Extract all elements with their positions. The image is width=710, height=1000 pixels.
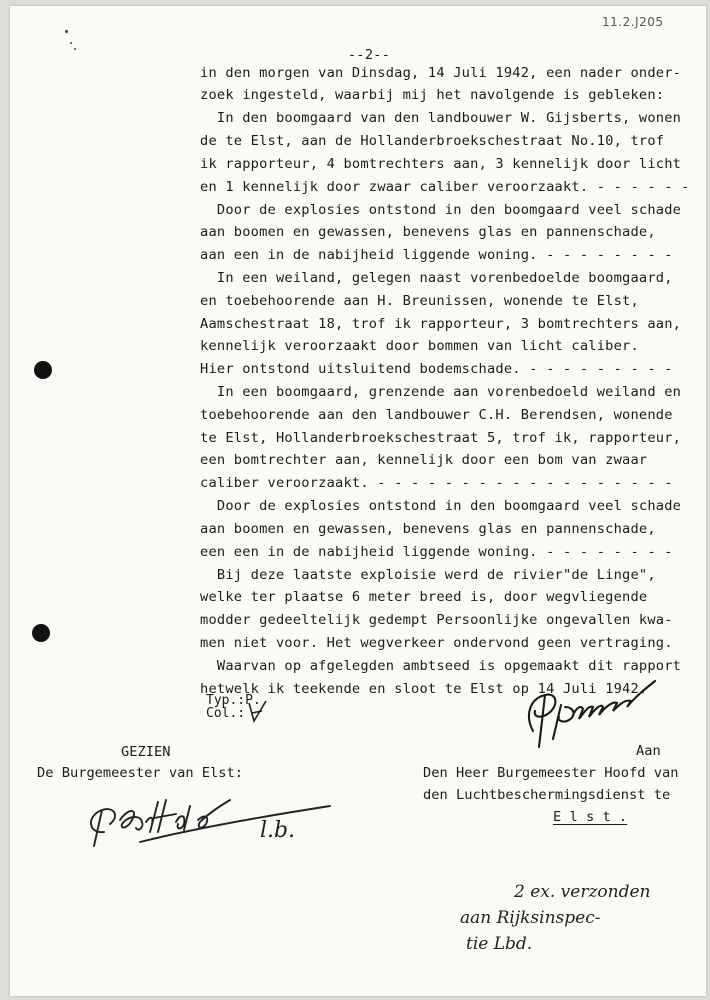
document-page [10,6,706,996]
body-line: de te Elst, aan de Hollanderbroekschestraat No.10, trof [200,133,665,149]
body-line: in den morgen van Dinsdag, 14 Juli 1942, een nader onder- [200,65,682,81]
body-line: te Elst, Hollanderbroekschestraat 5, trof ik, rapporteur, [200,430,682,446]
handwritten-note-line-1: 2 ex. verzonden [514,882,651,902]
body-line: men niet voor. Het wegverkeer ondervond geen vertraging. [200,635,673,651]
ink-speck [65,30,68,33]
body-line: hetwelk ik teekende en sloot te Elst op 14 Juli 1942. [200,681,648,697]
body-line: caliber veroorzaakt. - - - - - - - - - - - - - - - - - - [200,475,673,491]
body-line: aan boomen en gewassen, benevens glas en pannenschade, [200,521,656,537]
collator-line: Col.: [206,706,246,721]
punch-hole-top [34,361,52,379]
body-line: Aamschestraat 18, trof ik rapporteur, 3 bomtrechters aan, [200,316,682,332]
mayor-signature [80,776,340,856]
mayor-title: De Burgemeester van Elst: [37,765,244,781]
body-line: een een in de nabijheid liggende woning. - - - - - - - - [200,544,673,560]
addressee-aan: Aan [636,743,661,759]
body-line: en toebehoorende aan H. Breunissen, wonende te Elst, [200,293,639,309]
body-line: Door de explosies ontstond in den boomgaard veel schade [200,498,682,514]
mayor-signature-initials: l.b. [260,818,296,843]
body-line: Door de explosies ontstond in den boomgaard veel schade [200,202,682,218]
collator-initial-mark [246,699,272,725]
body-line: zoek ingesteld, waarbij mij het navolgende is gebleken: [200,87,665,103]
body-line: ik rapporteur, 4 bomtrechters aan, 3 kennelijk door licht [200,156,682,172]
punch-hole-bottom [32,624,50,642]
body-line: Waarvan op afgelegden ambtseed is opgemaakt dit rapport [200,658,682,674]
addressee-line-2: den Luchtbeschermingsdienst te [423,787,671,803]
rapporteur-signature [515,661,665,759]
body-line: modder gedeeltelijk gedempt Persoonlijke ongevallen kwa- [200,612,673,628]
gezien-label: GEZIEN [121,744,171,760]
ink-speck [74,48,76,50]
body-line: kennelijk veroorzaakt door bommen van licht caliber. [200,338,639,354]
addressee-place: E l s t . [553,809,628,825]
body-line: Bij deze laatste exploisie werd de rivier"de Linge", [200,567,656,583]
handwritten-note-line-3: tie Lbd. [466,934,533,954]
archive-reference: 11.2.J205 [602,15,664,29]
body-line: en 1 kennelijk door zwaar caliber veroorzaakt. - - - - - - [200,179,690,195]
body-line: In een weiland, gelegen naast vorenbedoelde boomgaard, [200,270,673,286]
body-line: In den boomgaard van den landbouwer W. Gijsberts, wonen [200,110,682,126]
body-line: aan een in de nabijheid liggende woning. - - - - - - - - [200,247,673,263]
addressee-line-1: Den Heer Burgemeester Hoofd van [423,765,679,781]
body-line: Hier ontstond uitsluitend bodemschade. - - - - - - - - - [200,361,673,377]
ink-speck [70,42,72,44]
body-line: aan boomen en gewassen, benevens glas en pannenschade, [200,224,656,240]
body-line: een bomtrechter aan, kennelijk door een bom van zwaar [200,452,648,468]
body-line: toebehoorende aan den landbouwer C.H. Berendsen, wonende [200,407,673,423]
typist-line: Typ.:P. [206,693,261,708]
handwritten-note-line-2: aan Rijksinspec- [460,908,601,928]
body-line: In een boomgaard, grenzende aan vorenbedoeld weiland en [200,384,682,400]
page-number: --2-- [348,47,391,63]
body-line: welke ter plaatse 6 meter breed is, door wegvliegende [200,589,648,605]
